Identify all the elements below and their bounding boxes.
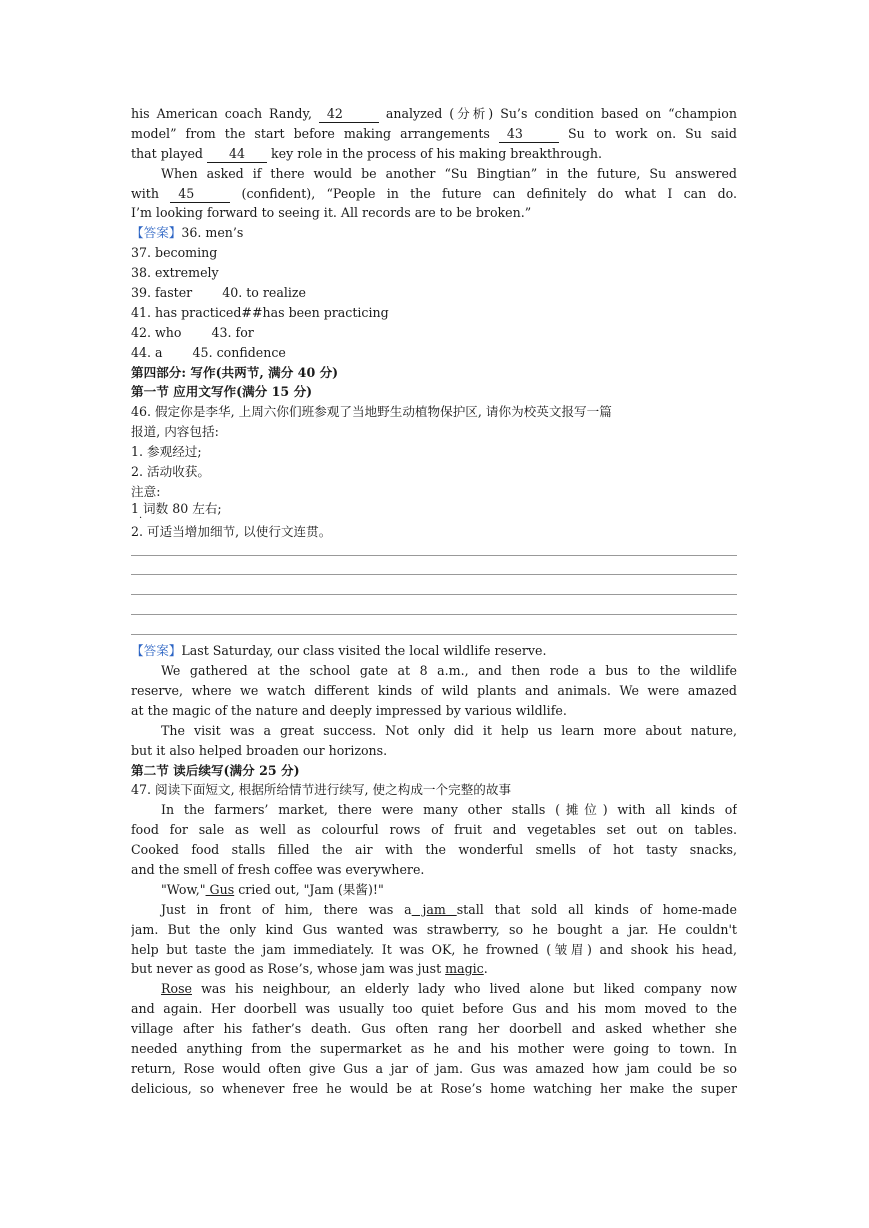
answer-line (131, 641, 737, 661)
section-title: 第四部分: 写作(共两节, 满分 40 分) (131, 364, 339, 380)
blank-45: 45 (170, 187, 230, 203)
text: model” from the start before making arrangements (131, 125, 499, 141)
answer-tag: 【答案】 (131, 225, 182, 241)
text: his American coach Randy, (131, 106, 319, 121)
underlined-word: magic (445, 961, 484, 977)
text: was his neighbour, an elderly lady who lived alone but liked company now (191, 981, 737, 997)
story-line: help but taste the jam immediately. It was OK, he frowned (皱眉) and shook his head, (131, 941, 737, 957)
answer-38: 38. extremely (131, 265, 219, 281)
text: that played (131, 145, 207, 161)
answer-line: at the magic of the nature and deeply impressed by various wildlife. (131, 702, 567, 718)
underlined-word: jam (411, 901, 457, 917)
text: cried out, "Jam (果酱)!" (234, 881, 384, 897)
passage-line: I’m looking forward to seeing it. All records are to be broken.” (131, 205, 532, 221)
underlined-word: Rose (161, 981, 192, 997)
answer-45: 45. confidence (192, 344, 286, 360)
story-line: return, Rose would often give Gus a jar of jam. Gus was amazed how jam could be so (131, 1060, 737, 1076)
story-line: delicious, so whenever free he would be at Rose’s home watching her make the super (131, 1080, 737, 1096)
note-item: 1 词数 80 左右; (131, 501, 222, 516)
story-line (131, 880, 737, 900)
note-dot: · (139, 512, 143, 524)
answer-line (131, 283, 737, 303)
story-line: food for sale as well as colourful rows of fruit and vegetables set out on tables. (131, 822, 737, 838)
answer-39: 39. faster (131, 285, 193, 301)
question-47: 47. 阅读下面短文, 根据所给情节进行续写, 使之构成一个完整的故事 (131, 782, 512, 798)
text: analyzed (分析) Su’s condition based on “champion (378, 106, 737, 121)
subsection-title: 第二节 读后续写(满分 25 分) (131, 762, 300, 778)
blank-44: 44 (207, 147, 267, 163)
answer-line (131, 343, 737, 363)
text: but never as good as Rose’s, whose jam was just (131, 961, 446, 977)
writing-line (131, 542, 737, 562)
list-item: 2. 活动收获。 (131, 464, 210, 480)
answer-line: We gathered at the school gate at 8 a.m., and then rode a bus to the wildlife (161, 663, 737, 679)
answer-42: 42. who (131, 324, 182, 340)
text: key role in the process of his making breakthrough. (266, 145, 603, 161)
notes-label: 注意: (131, 483, 161, 499)
writing-line (131, 581, 737, 601)
answer-40: 40. to realize (222, 285, 307, 301)
story-line: and again. Her doorbell was usually too quiet before Gus and his mom moved to the (131, 1001, 737, 1017)
answer-tag: 【答案】 (131, 643, 182, 659)
writing-line (131, 601, 737, 621)
story-line: village after his father’s death. Gus often rang her doorbell and asked whether she (131, 1021, 737, 1037)
document-page (131, 104, 737, 1099)
story-line (131, 959, 737, 979)
answer-43: 43. for (211, 324, 254, 340)
text: . (483, 961, 488, 977)
answer-line: The visit was a great success. Not only did it help us learn more about nature, (161, 722, 737, 738)
story-line (131, 979, 737, 999)
answer-37: 37. becoming (131, 245, 218, 261)
answer-line: reserve, where we watch different kinds of wild plants and animals. We were amazed (131, 682, 737, 698)
text: "Wow," (161, 881, 206, 897)
story-line: Cooked food stalls filled the air with the wonderful smells of hot tasty snacks, (131, 842, 737, 858)
text: Last Saturday, our class visited the local wildlife reserve. (181, 643, 547, 659)
text: Su to work on. Su said (558, 125, 737, 141)
blank-43: 43 (499, 127, 559, 143)
passage-line (131, 104, 737, 124)
answer-line: but it also helped broaden our horizons. (131, 742, 388, 758)
note-item: 2. 可适当增加细节, 以使行文连贯。 (131, 523, 332, 539)
answer-line (131, 223, 737, 243)
answer-36: 36. men’s (181, 225, 244, 241)
story-line (131, 900, 737, 920)
passage-line (131, 184, 737, 204)
story-line: In the farmers’ market, there were many other stalls (摊位) with all kinds of (161, 802, 737, 818)
question-text: 报道, 内容包括: (131, 424, 219, 440)
text: Just in front of him, there was a (161, 901, 412, 917)
story-line: needed anything from the supermarket as he and his mother were going to town. In (131, 1040, 737, 1056)
text: stall that sold all kinds of home-made (456, 901, 737, 917)
text: (confident), “People in the future can definitely do what I can do. (230, 185, 737, 201)
subsection-title: 第一节 应用文写作(满分 15 分) (131, 384, 313, 400)
answer-line (131, 323, 737, 343)
story-line: jam. But the only kind Gus wanted was strawberry, so he bought a jar. He couldn't (131, 921, 737, 937)
answer-41: 41. has practiced##has been practicing (131, 304, 389, 320)
blank-42: 42 (319, 107, 379, 123)
list-item: 1. 参观经过; (131, 444, 202, 460)
writing-line (131, 621, 737, 641)
answer-44: 44. a (131, 344, 163, 360)
writing-line (131, 562, 737, 582)
passage-line (131, 144, 737, 164)
underlined-word: Gus (205, 881, 235, 897)
text: with (131, 185, 171, 201)
passage-line: When asked if there would be another “Su Bingtian” in the future, Su answered (161, 165, 737, 181)
passage-line (131, 124, 737, 144)
story-line: and the smell of fresh coffee was everywhere. (131, 861, 425, 877)
question-46: 46. 假定你是李华, 上周六你们班参观了当地野生动植物保护区, 请你为校英文报写一篇 (131, 404, 612, 420)
